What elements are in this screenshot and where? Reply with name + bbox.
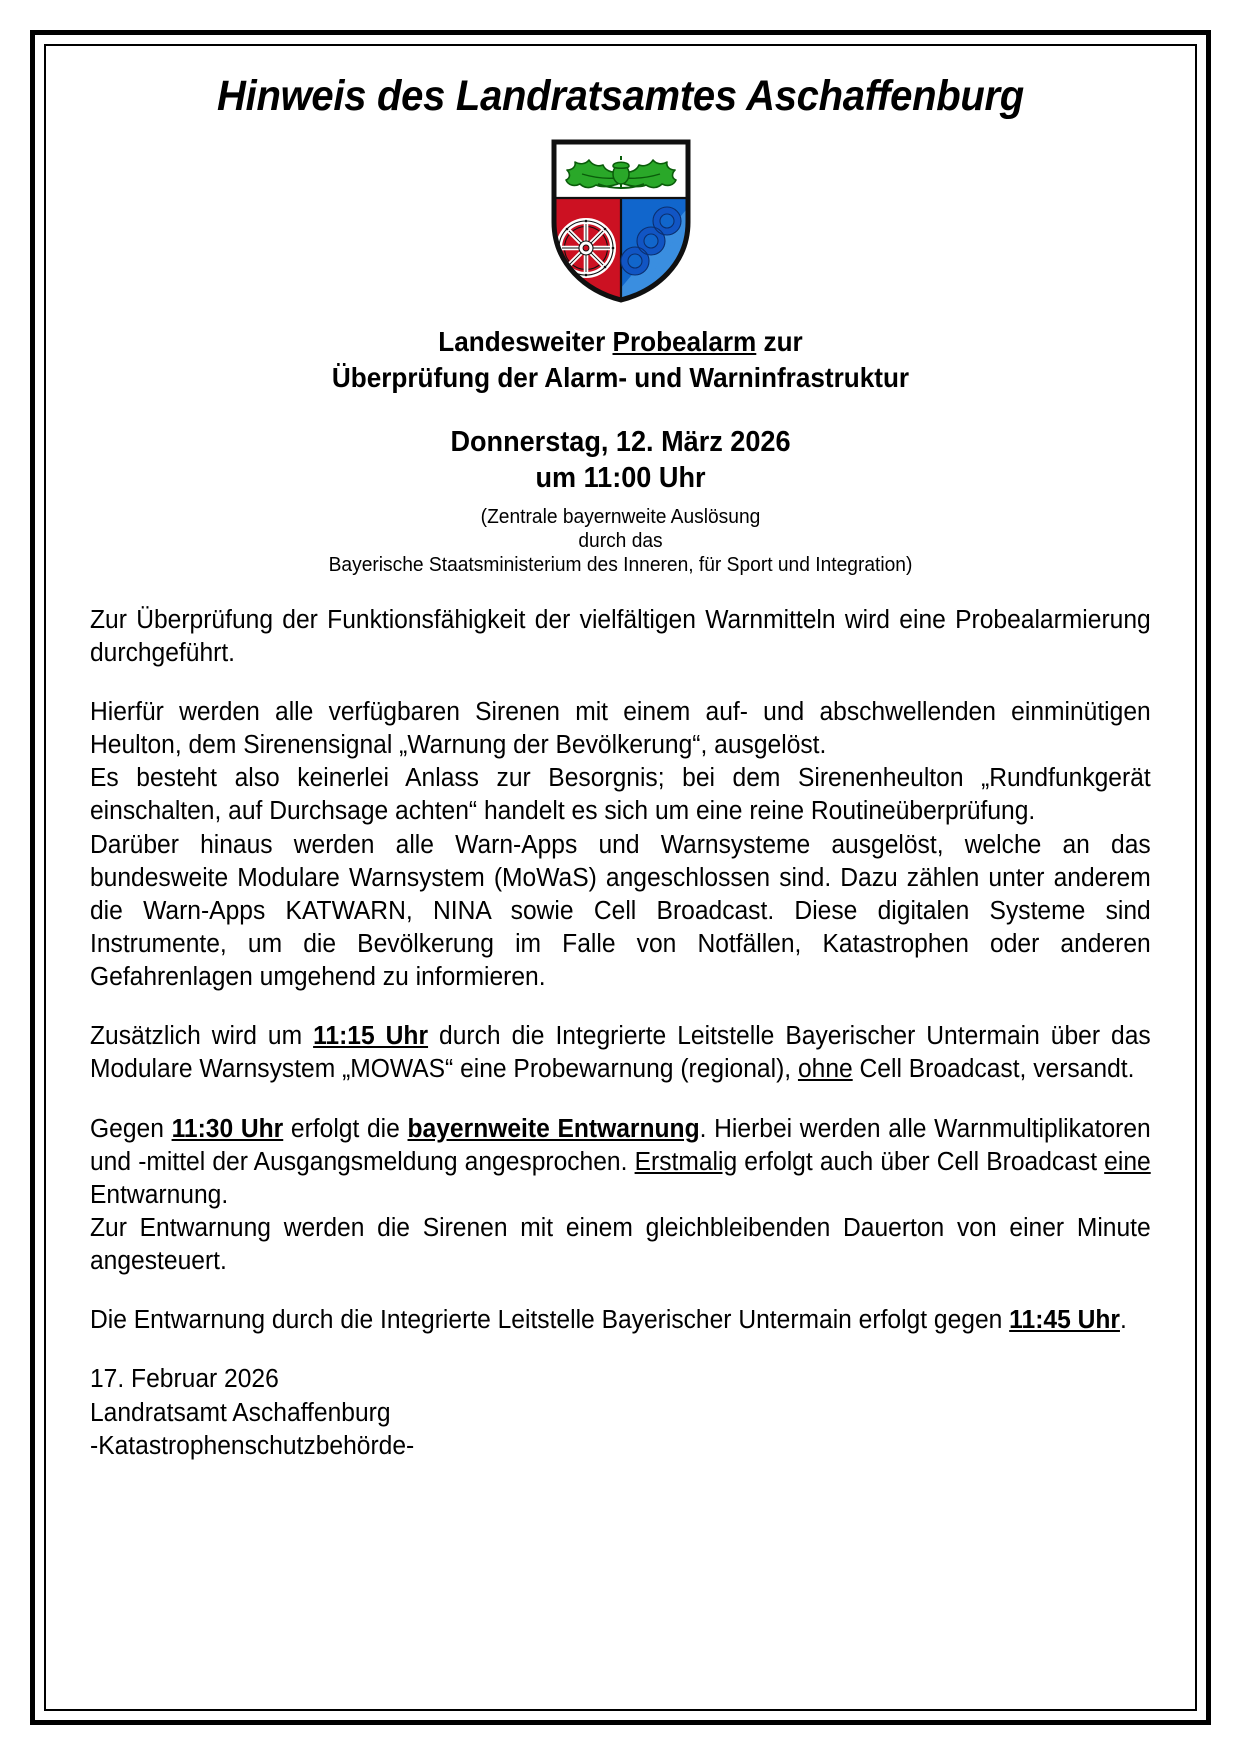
time-1115: 11:15 Uhr <box>313 1022 429 1051</box>
paragraph-purpose: Zur Überprüfung der Funktionsfähigkeit der vielfältigen Warnmitteln wird eine Probealarmierung durchgeführt. <box>90 605 1151 667</box>
event-time: um 11:00 Uhr <box>535 462 706 495</box>
paragraph-spacer <box>90 1278 1151 1304</box>
p6-text-d: erfolgt auch über Cell Broadcast <box>737 1147 1105 1176</box>
emphasis-ohne: ohne <box>797 1055 853 1084</box>
paragraph-all-clear <box>90 1113 1151 1212</box>
event-date: Donnerstag, 12. März 2026 <box>450 425 791 458</box>
trigger-line-2: durch das <box>578 529 663 552</box>
crest-container <box>90 136 1151 306</box>
page-title: Hinweis des Landratsamtes Aschaffenburg <box>217 72 1024 120</box>
trigger-line-1: (Zentrale bayernweite Auslösung <box>480 505 761 528</box>
notice-page <box>30 30 1211 1725</box>
p6-text-b: erfolgt die <box>283 1114 408 1143</box>
paragraph-warn-apps: Darüber hinaus werden alle Warn-Apps und Warnsysteme ausgelöst, welche an das bundesweite Modulare Warnsystem (MoWaS) angeschlossen sind. Dazu zählen unter anderem die Warn-Apps KATWARN, NINA sowie Cell Broadcast. Diese digitalen Systeme sind Instrumente, um die Bevölkerung im Falle von Notfällen, Katastrophen oder anderen Gefahrenlagen umgehend zu informieren. <box>90 830 1151 992</box>
p6-text-c: . Hierbei werden alle Warnmultiplikatoren und -mittel der Ausgangsmeldung angesprochen. <box>90 1114 1151 1176</box>
subject-line-1 <box>117 324 1125 360</box>
trigger-line-3: Bayerische Staatsministerium des Inneren, für Sport und Integration) <box>328 554 913 577</box>
p8-text-b: . <box>1119 1306 1127 1335</box>
subject-line-1-pre: Landesweiter <box>438 326 613 358</box>
event-dateline <box>117 424 1125 497</box>
trigger-authority-note <box>111 505 1130 578</box>
emphasis-eine: eine <box>1104 1147 1151 1176</box>
signoff-date: 17. Februar 2026 <box>90 1365 279 1394</box>
paragraph-regional-test-warning <box>90 1020 1151 1086</box>
coat-of-arms-icon <box>546 136 696 306</box>
paragraph-control-center-all-clear <box>90 1304 1151 1337</box>
notice-body <box>90 604 1151 1338</box>
notice-content <box>46 46 1195 1463</box>
p6-text-a: Gegen <box>90 1114 172 1143</box>
p5-text-b: durch die Integrierte Leitstelle Bayerischer Untermain über das Modulare Warnsystem „MOWAS“ eine Probewarnung (regional), <box>90 1022 1151 1084</box>
p5-text-a: Zusätzlich wird um <box>90 1022 314 1051</box>
paragraph-no-concern: Es besteht also keinerlei Anlass zur Besorgnis; bei dem Sirenenheulton „Rundfunkgerät einschalten, auf Durchsage achten“ handelt es sich um eine reine Routineüberprüfung. <box>90 764 1151 826</box>
p6-text-e: Entwarnung. <box>90 1180 229 1209</box>
paragraph-spacer <box>90 670 1151 696</box>
emphasis-bayernweite-entwarnung: bayernweite Entwarnung <box>407 1114 700 1143</box>
subject-heading <box>117 324 1125 396</box>
subject-line-1-post: zur <box>756 326 803 358</box>
paragraph-spacer <box>90 1087 1151 1113</box>
p8-text-a: Die Entwarnung durch die Integrierte Leitstelle Bayerischer Untermain erfolgt gegen <box>90 1306 1010 1335</box>
paragraph-sirens: Hierfür werden alle verfügbaren Sirenen mit einem auf- und abschwellenden einminütigen Heulton, dem Sirenensignal „Warnung der Bevölkerung“, ausgelöst. <box>90 698 1151 760</box>
emphasis-erstmalig: Erstmalig <box>634 1147 738 1176</box>
signoff-block <box>90 1363 1114 1462</box>
subject-line-1-underlined: Probealarm <box>612 326 757 358</box>
p5-text-c: Cell Broadcast, versandt. <box>852 1055 1135 1084</box>
subject-line-2: Überprüfung der Alarm- und Warninfrastruktur <box>331 361 910 393</box>
paragraph-spacer <box>90 994 1151 1020</box>
time-1145: 11:45 Uhr <box>1009 1306 1120 1335</box>
paragraph-all-clear-tone: Zur Entwarnung werden die Sirenen mit einem gleichbleibenden Dauerton von einer Minute angesteuert. <box>90 1214 1151 1276</box>
time-1130: 11:30 Uhr <box>171 1114 284 1143</box>
signoff-authority: Landratsamt Aschaffenburg <box>90 1398 391 1427</box>
notice-page-inner-border <box>44 44 1197 1711</box>
signoff-department: -Katastrophenschutzbehörde- <box>90 1431 415 1460</box>
